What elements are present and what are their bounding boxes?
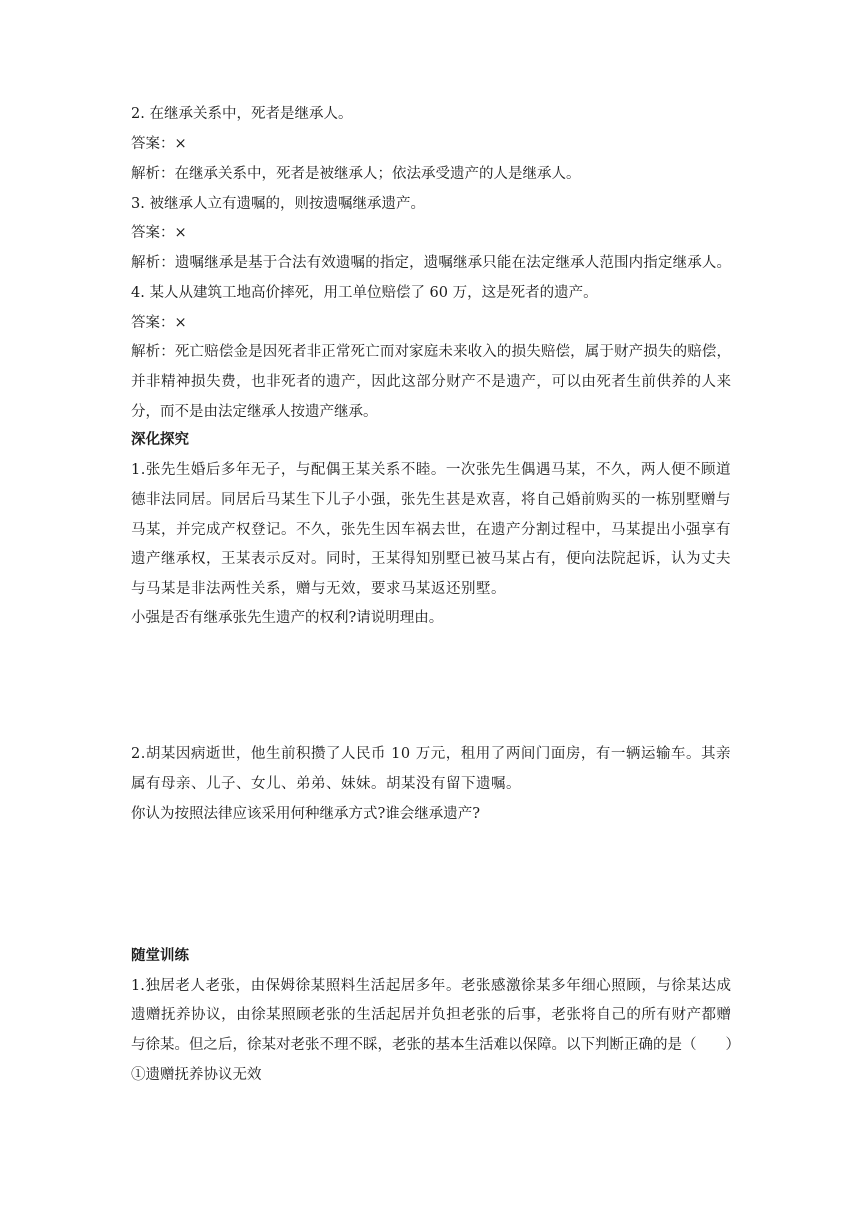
case-2-question: 你认为按照法律应该采用何种继承方式?谁会继承遗产?	[131, 806, 481, 822]
case-2-line-1: 2.胡某因病逝世，他生前积攒了人民币 10 万元，租用了两间门面房，有一辆运输车。其亲	[131, 746, 731, 762]
analysis-4-line-2: 并非精神损失费，也非死者的遗产，因此这部分财产不是遗产，可以由死者生前供养的人来	[131, 374, 731, 390]
case-1-line-4: 遗产继承权，王某表示反对。同时，王某得知别墅已被马某占有，便向法院起诉，认为丈夫	[131, 551, 731, 567]
analysis-2: 解析：在继承关系中，死者是被继承人；依法承受遗产的人是继承人。	[131, 166, 581, 182]
case-2-line-2: 属有母亲、儿子、女儿、弟弟、妹妹。胡某没有留下遗嘱。	[131, 776, 521, 792]
case-1-line-5: 与马某是非法两性关系，赠与无效，要求马某返还别墅。	[131, 581, 506, 597]
practice-1-line-3: 与徐某。但之后，徐某对老张不理不睬，老张的基本生活难以保障。以下判断正确的是（ ）	[131, 1037, 740, 1053]
analysis-4-line-1: 解析：死亡赔偿金是因死者非正常死亡而对家庭未来收入的损失赔偿，属于财产损失的赔偿，	[131, 344, 731, 360]
question-3: 3. 被继承人立有遗嘱的，则按遗嘱继承遗产。	[131, 196, 425, 212]
analysis-3: 解析：遗嘱继承是基于合法有效遗嘱的指定，遗嘱继承只能在法定继承人范围内指定继承人。	[131, 255, 731, 271]
question-4: 4. 某人从建筑工地高价摔死，用工单位赔偿了 60 万，这是死者的遗产。	[131, 285, 598, 301]
answer-2: 答案：×	[131, 136, 187, 152]
section-heading-deep-inquiry: 深化探究	[131, 432, 189, 448]
section-heading-class-practice: 随堂训练	[131, 948, 189, 964]
practice-1-line-2: 遗赠抚养协议，由徐某照顾老张的生活起居并负担老张的后事，老张将自己的所有财产都赠	[131, 1007, 731, 1023]
analysis-4-line-3: 分，而不是由法定继承人按遗产继承。	[131, 404, 378, 420]
case-1-question: 小强是否有继承张先生遗产的权利?请说明理由。	[131, 610, 444, 626]
answer-3: 答案：×	[131, 225, 187, 241]
case-1-line-2: 德非法同居。同居后马某生下儿子小强，张先生甚是欢喜，将自己婚前购买的一栋别墅赠与	[131, 492, 731, 508]
answer-4: 答案：×	[131, 315, 187, 331]
practice-1-option-1: ①遗赠抚养协议无效	[131, 1067, 262, 1083]
case-1-line-1: 1.张先生婚后多年无子，与配偶王某关系不睦。一次张先生偶遇马某，不久，两人便不顾道	[131, 462, 731, 478]
case-1-line-3: 马某，并完成产权登记。不久，张先生因车祸去世，在遗产分割过程中，马某提出小强享有	[131, 522, 731, 538]
practice-1-line-1: 1.独居老人老张，由保姆徐某照料生活起居多年。老张感激徐某多年细心照顾，与徐某达成	[131, 978, 731, 994]
question-2: 2. 在继承关系中，死者是继承人。	[131, 106, 353, 122]
